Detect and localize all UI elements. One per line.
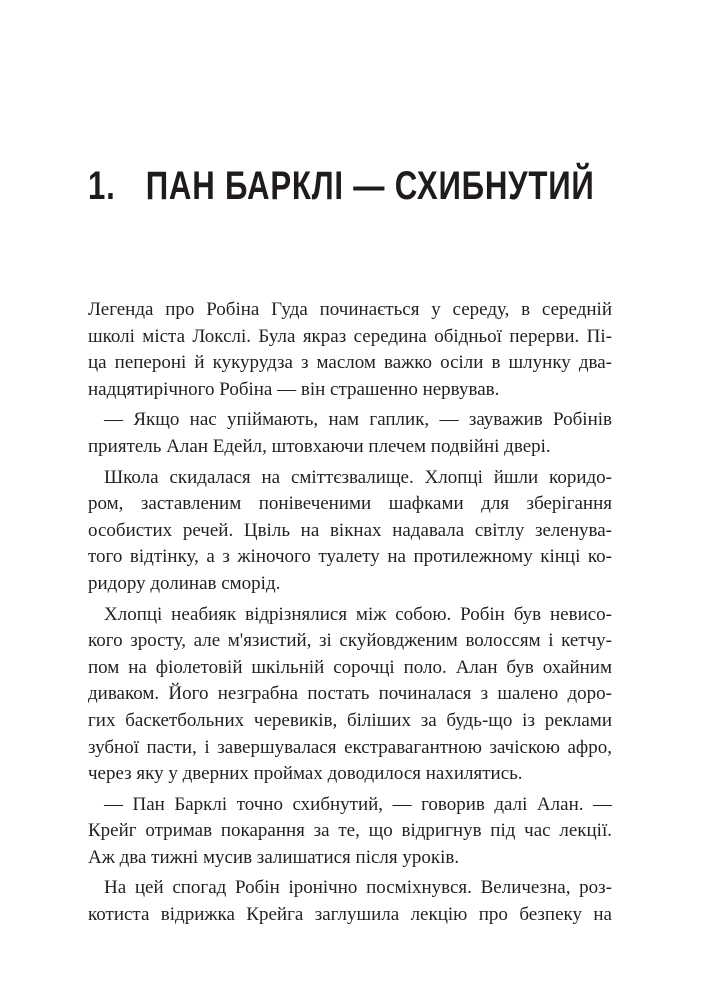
text-line: приятель Алан Едейл, штовхаючи плечем подвійні двері. [88, 435, 551, 457]
text-line: того відтінку, а з жіночого туалету на протилежному кінці ко- [88, 546, 612, 568]
text-line: Легенда про Робіна Гуда починається у середу, в середній [88, 299, 612, 320]
chapter-body [88, 297, 612, 929]
text-line: через яку у дверних проймах доводилося нахилятись. [88, 763, 523, 785]
text-line: котиста відрижка Крейга заглушила лекцію про безпеку на [88, 904, 612, 926]
text-line: Крейг отримав покарання за те, що відригнув під час лекції. [88, 820, 612, 842]
text-line: — Пан Барклі точно схибнутий, — говорив далі Алан. — [104, 793, 612, 815]
text-line: школі міста Локслі. Була якраз середина обідньої перерви. Пі- [88, 325, 612, 347]
chapter-heading [88, 160, 595, 212]
text-line: Аж два тижні мусив залишатися після уроків. [88, 846, 460, 868]
text-line: надцятирічного Робіна — він страшенно нервував. [88, 378, 500, 400]
chapter-title: ПАН БАРКЛІ — СХИБНУТИЙ [145, 164, 595, 208]
text-line: Хлопці неабияк відрізнялися між собою. Робін був невисо- [104, 603, 612, 625]
chapter-number: 1. [88, 164, 116, 208]
text-line: гих баскетбольних черевиків, біліших за будь-що із реклами [88, 709, 612, 731]
text-line: ром, заставленим понівеченими шафками для зберігання [88, 493, 612, 515]
text-line: пом на фіолетовій шкільній сорочці поло. Алан був охайним [88, 656, 612, 678]
text-line: кого зросту, але м'язистий, зі скуйовдженим волоссям і кетчу- [88, 630, 612, 652]
text-line: На цей спогад Робін іронічно посміхнувся. Величезна, роз- [104, 877, 612, 899]
text-line: — Якщо нас упіймають, нам гаплик, — зауважив Робінів [104, 409, 612, 431]
text-line: ридору долинав сморід. [88, 572, 281, 594]
text-line: Школа скидалася на сміттєзвалище. Хлопці йшли коридо- [104, 466, 612, 488]
text-line: ца пепероні й кукурудза з маслом важко осіли в шлунку два- [88, 352, 612, 374]
text-line: диваком. Його незграбна постать починалася з шалено доро- [88, 683, 612, 705]
text-line: особистих речей. Цвіль на вікнах надавала світлу зеленува- [88, 519, 612, 541]
text-line: зубної пасти, і завершувалася екстравагантною зачіскою афро, [88, 736, 612, 758]
